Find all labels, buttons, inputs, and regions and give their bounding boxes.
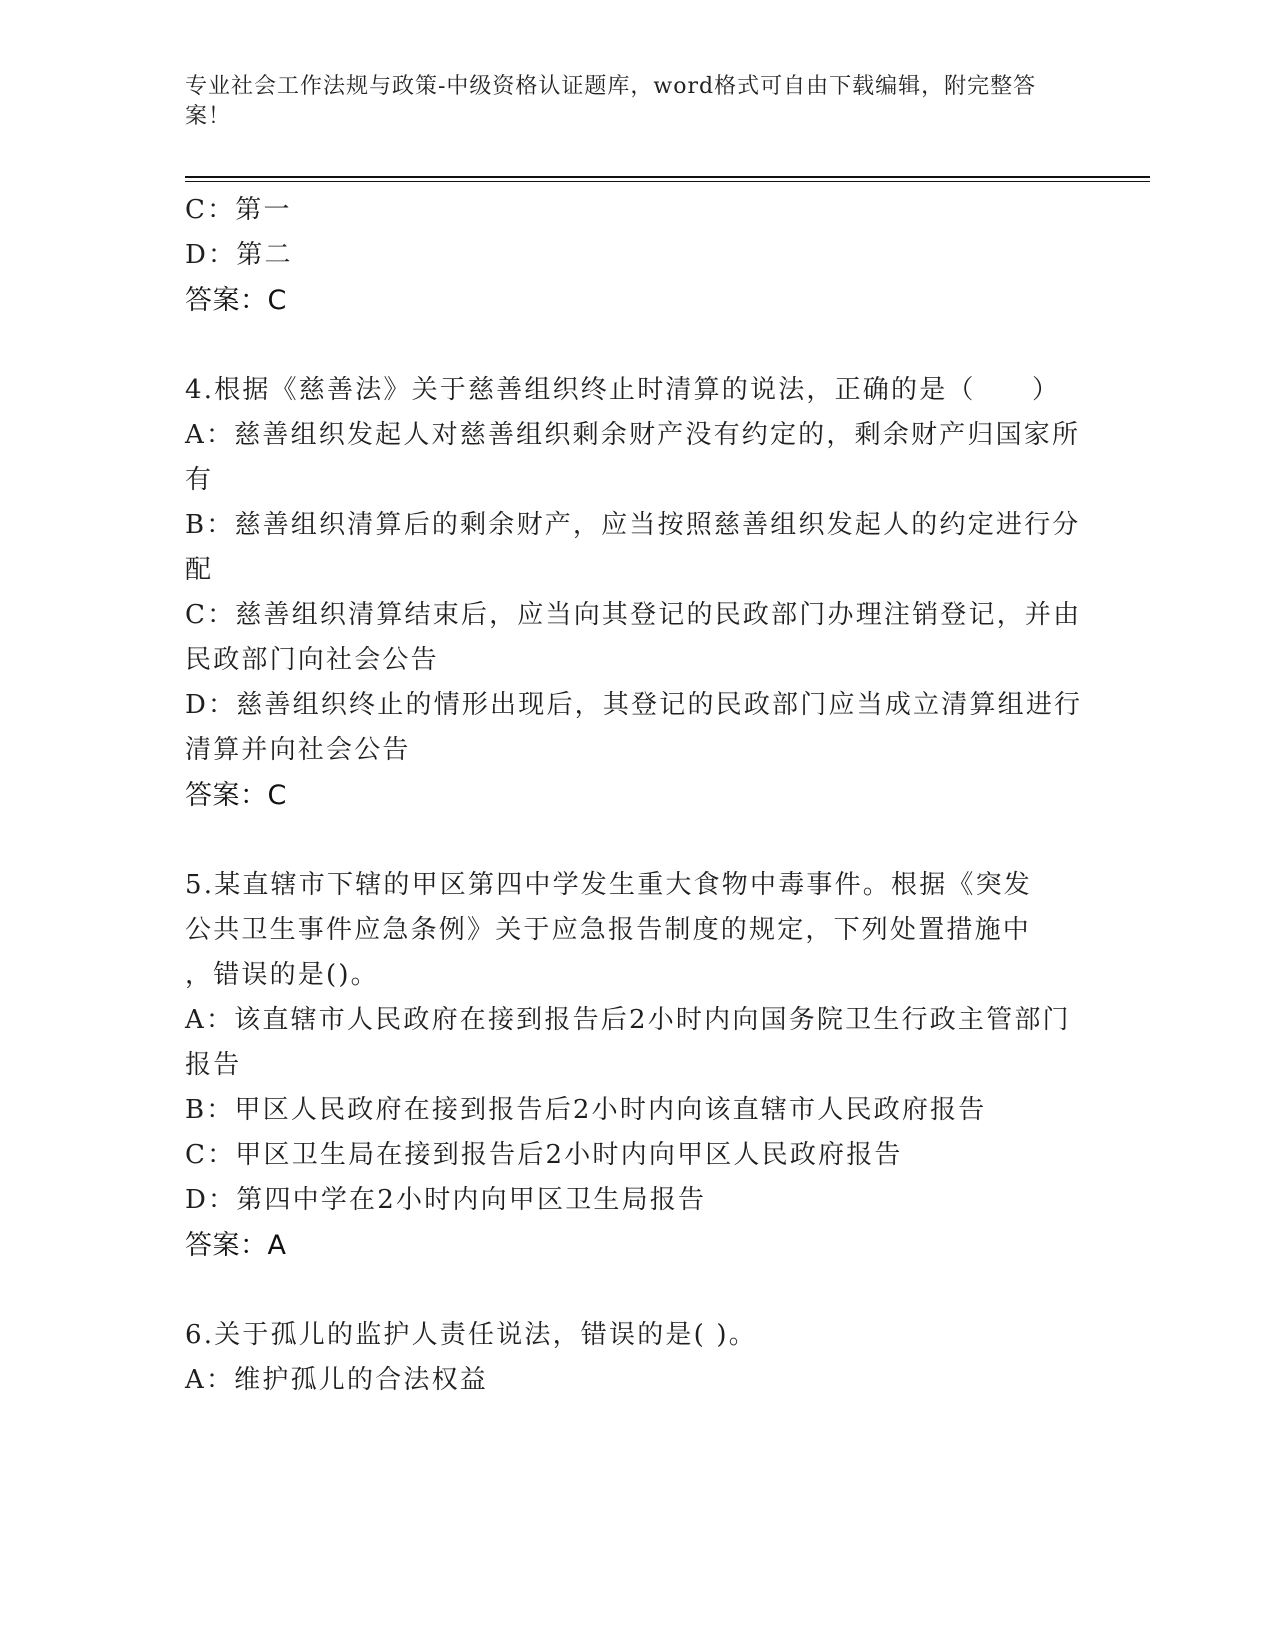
spacer bbox=[185, 818, 1085, 863]
question-5-option-c: C：甲区卫生局在接到报告后2小时内向甲区人民政府报告 bbox=[185, 1140, 903, 1170]
question-4-option-a: A：慈善组织发起人对慈善组织剩余财产没有约定的，剩余财产归国家所有 bbox=[185, 420, 1081, 495]
question-5-option-a: A：该直辖市人民政府在接到报告后2小时内向国务院卫生行政主管部门报告 bbox=[185, 1005, 1071, 1080]
question-4-option-b: B：慈善组织清算后的剩余财产，应当按照慈善组织发起人的约定进行分配 bbox=[185, 510, 1081, 585]
answer-line: 答案：C bbox=[185, 285, 287, 316]
header-divider-thick bbox=[185, 176, 1150, 178]
question-4-stem: 4.根据《慈善法》关于慈善组织终止时清算的说法，正确的是（ ） bbox=[185, 375, 1061, 405]
question-4-option-c: C：慈善组织清算结束后，应当向其登记的民政部门办理注销登记，并由民政部门向社会公告 bbox=[185, 600, 1082, 675]
spacer bbox=[185, 323, 1085, 368]
question-5-option-b: B：甲区人民政府在接到报告后2小时内向该直辖市人民政府报告 bbox=[185, 1095, 987, 1125]
question-6-stem: 6.关于孤儿的监护人责任说法，错误的是( )。 bbox=[185, 1320, 757, 1350]
option-d: D：第二 bbox=[185, 240, 293, 270]
spacer bbox=[185, 1268, 1085, 1313]
question-5-answer: 答案：A bbox=[185, 1230, 287, 1261]
question-5-stem-line-2: 公共卫生事件应急条例》关于应急报告制度的规定，下列处置措施中 bbox=[185, 915, 1032, 945]
question-content bbox=[185, 188, 1085, 1403]
question-4-option-d: D：慈善组织终止的情形出现后，其登记的民政部门应当成立清算组进行清算并向社会公告 bbox=[185, 690, 1083, 765]
option-c: C：第一 bbox=[185, 195, 292, 225]
question-4-answer: 答案：C bbox=[185, 780, 287, 811]
header-divider-thin bbox=[185, 181, 1150, 182]
page-header: 专业社会工作法规与政策-中级资格认证题库，word格式可自由下载编辑，附完整答案！ bbox=[185, 74, 1037, 129]
question-5-option-d: D：第四中学在2小时内向甲区卫生局报告 bbox=[185, 1185, 707, 1215]
question-6-option-a: A：维护孤儿的合法权益 bbox=[185, 1365, 488, 1395]
question-5-stem-line-3: ，错误的是()。 bbox=[185, 960, 379, 990]
question-5-stem-line-1: 5.某直辖市下辖的甲区第四中学发生重大食物中毒事件。根据《突发 bbox=[185, 870, 1033, 900]
